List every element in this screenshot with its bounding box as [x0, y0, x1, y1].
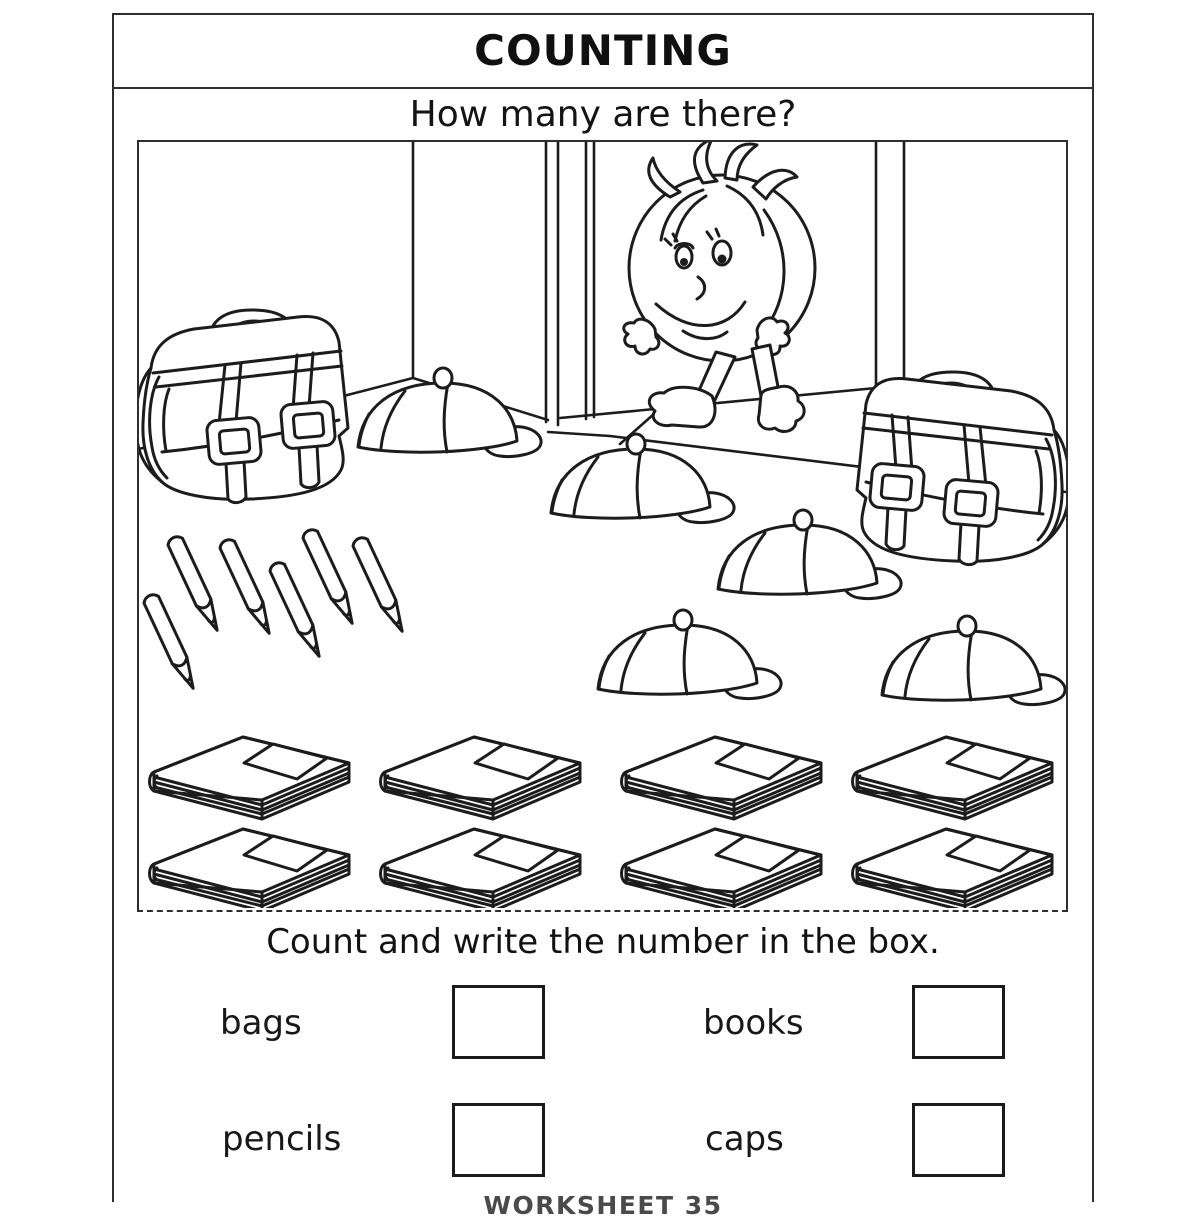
answer-label-bags: bags: [220, 1003, 302, 1043]
bag-icon: [857, 372, 1066, 565]
book-icon: [853, 737, 1053, 819]
cap-icon: [882, 616, 1065, 705]
pencil-icon: [268, 560, 326, 660]
answer-label-pencils: pencils: [222, 1119, 342, 1159]
answer-box-bags[interactable]: [452, 985, 545, 1059]
pencil-icon: [218, 537, 276, 637]
answer-label-caps: caps: [705, 1119, 784, 1159]
title-band: [112, 13, 1094, 89]
pencil-icon: [142, 592, 200, 692]
tomato-character: [624, 142, 815, 432]
book-icon: [381, 737, 581, 819]
book-icon: [150, 737, 350, 819]
cap-icon: [598, 610, 781, 699]
book-icon: [381, 829, 581, 908]
answer-label-books: books: [703, 1003, 804, 1043]
instruction-text: Count and write the number in the box.: [266, 922, 940, 962]
scene-illustration-box: [137, 140, 1068, 912]
page-subtitle: How many are there?: [409, 94, 797, 135]
answer-box-caps[interactable]: [912, 1103, 1005, 1177]
worksheet-footer: WORKSHEET 35: [483, 1191, 723, 1220]
book-icon: [150, 829, 350, 908]
pencil-icon: [351, 535, 409, 635]
pencil-icon: [166, 534, 224, 634]
answer-box-pencils[interactable]: [452, 1103, 545, 1177]
cap-icon: [358, 368, 541, 457]
page-title: COUNTING: [474, 25, 732, 75]
book-icon: [622, 829, 822, 908]
pencil-icon: [301, 527, 359, 627]
answer-box-books[interactable]: [912, 985, 1005, 1059]
bag-icon: [139, 310, 348, 503]
scene-illustration: [139, 142, 1066, 908]
book-icon: [622, 737, 822, 819]
book-icon: [853, 829, 1053, 908]
